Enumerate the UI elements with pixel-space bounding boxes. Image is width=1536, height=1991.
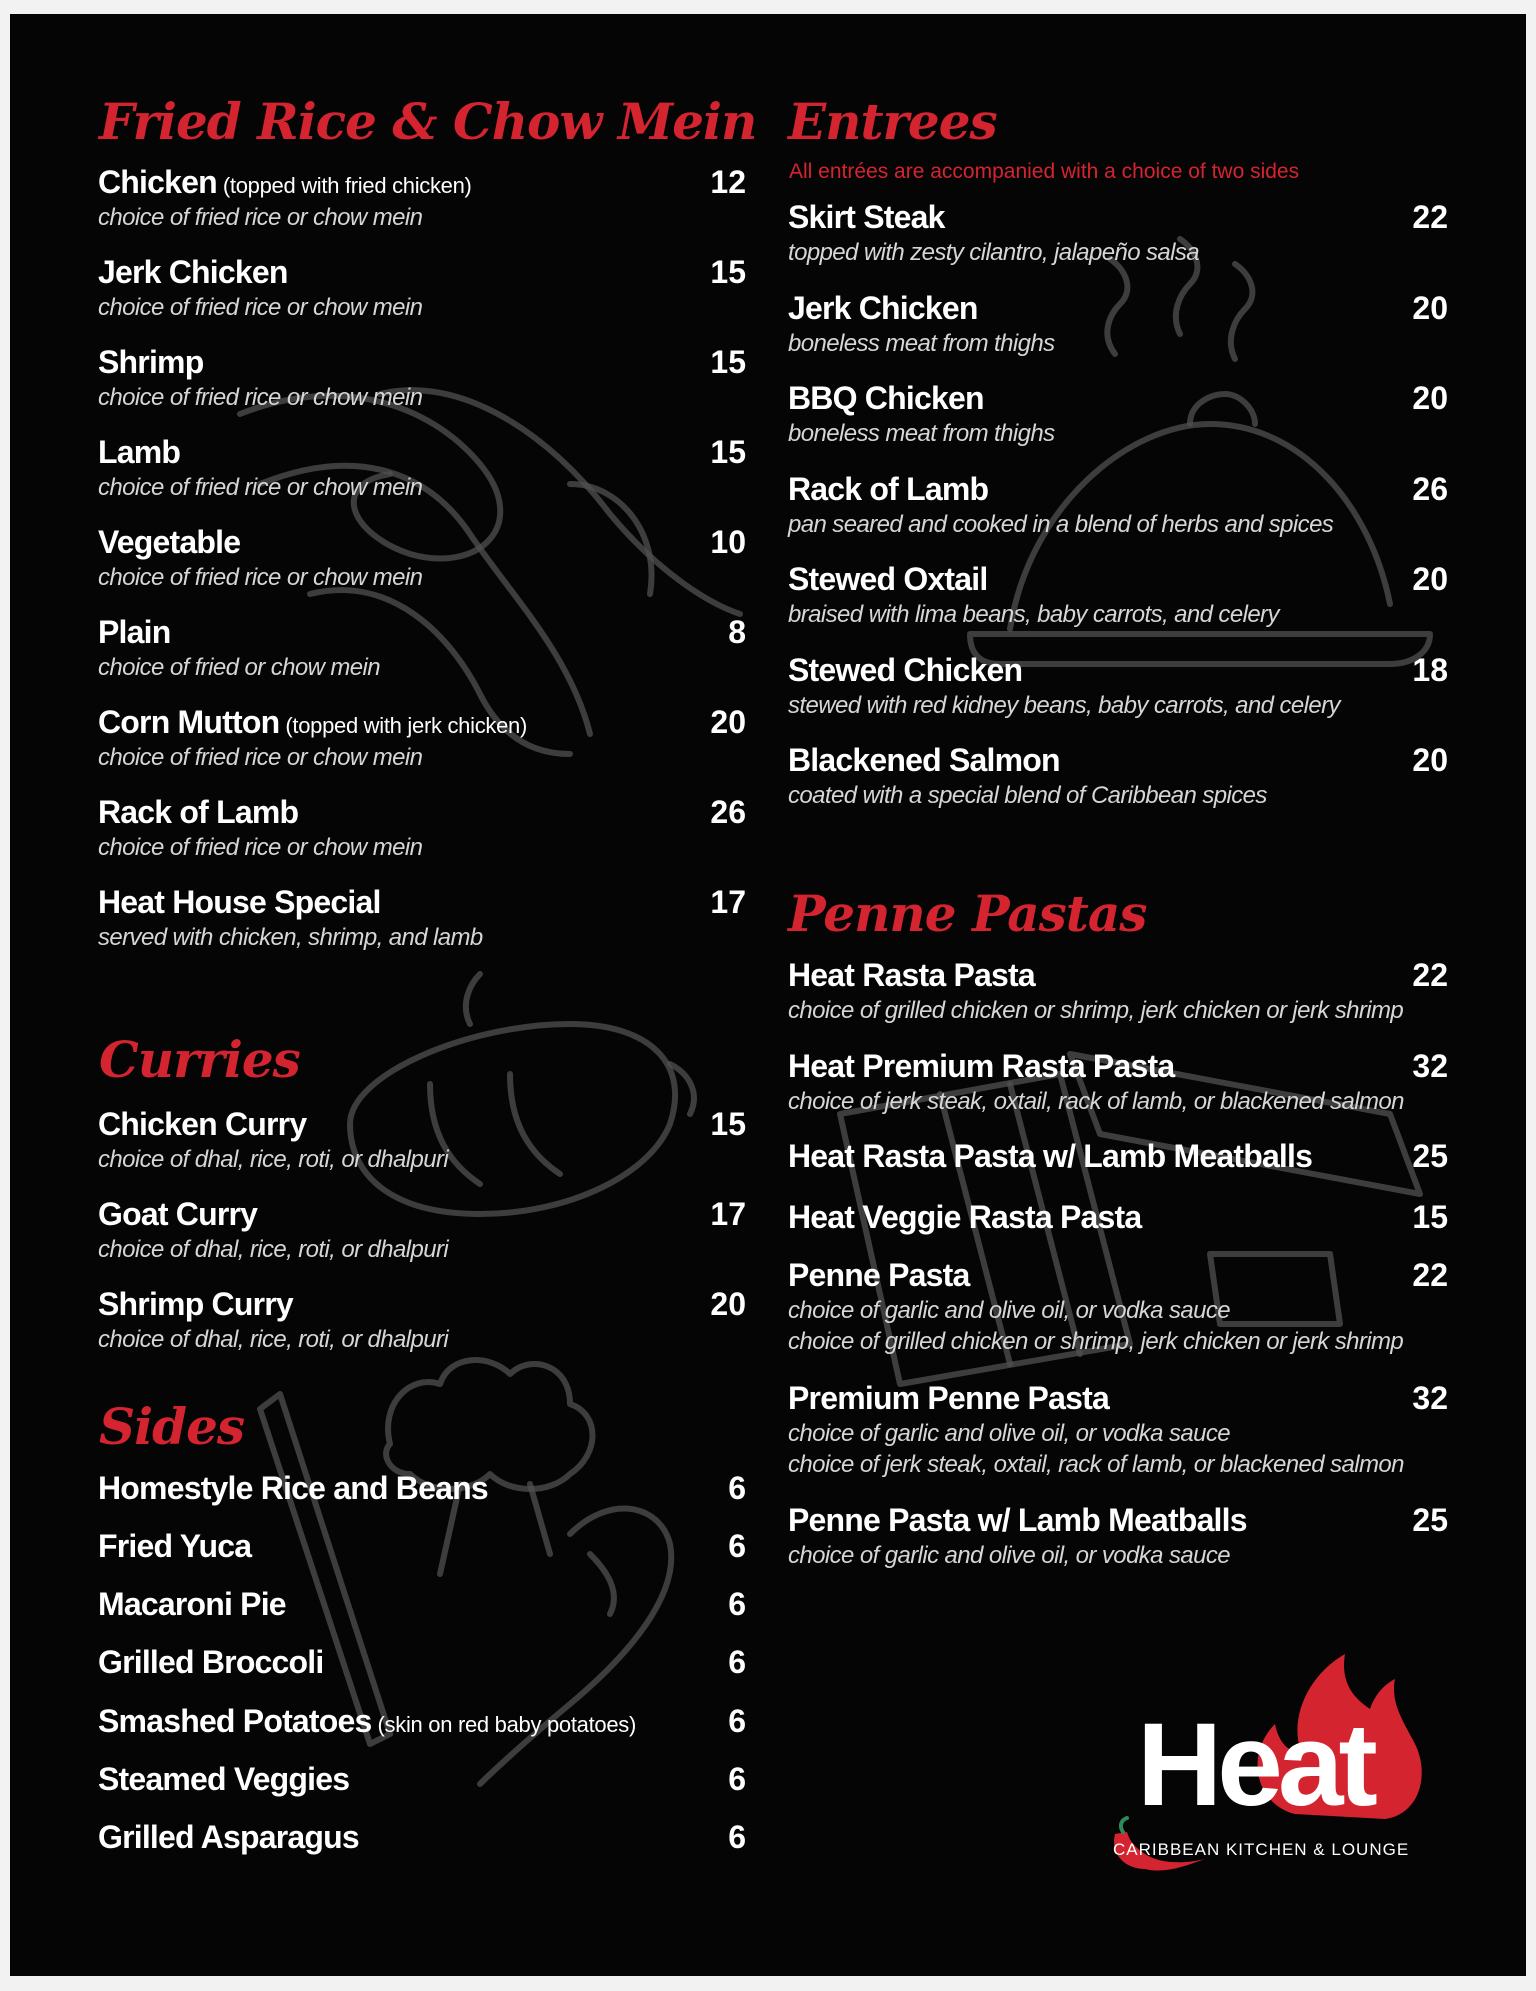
menu-item-jerk-chicken	[788, 290, 1448, 359]
item-description: choice of fried rice or chow mein	[98, 564, 423, 591]
menu-item-premium-penne-pasta	[788, 1380, 1448, 1480]
item-price: 15	[710, 344, 746, 380]
menu-item-blackened-salmon	[788, 742, 1448, 811]
item-price: 15	[710, 254, 746, 290]
section-title-curries: Curries	[99, 1030, 300, 1089]
menu-item-vegetable	[98, 524, 746, 593]
item-description: choice of garlic and olive oil, or vodka sauce	[788, 1542, 1230, 1569]
menu-item-row	[98, 344, 746, 380]
item-description: choice of fried rice or chow mein	[98, 384, 423, 411]
item-price: 15	[710, 434, 746, 470]
item-name: Skirt Steak	[788, 199, 945, 235]
item-price: 32	[1412, 1380, 1448, 1416]
menu-item-row	[98, 704, 746, 740]
menu-item-row	[98, 164, 746, 200]
item-price: 20	[1412, 290, 1448, 326]
item-name: Stewed Oxtail	[788, 561, 988, 597]
item-price: 6	[728, 1819, 746, 1855]
menu-item-row	[98, 614, 746, 650]
item-note: (topped with fried chicken)	[222, 173, 472, 198]
menu-item-plain	[98, 614, 746, 683]
menu-item-heat-veggie-rasta-pasta	[788, 1199, 1448, 1235]
menu-item-row	[788, 1380, 1448, 1416]
menu-item-heat-rasta-pasta	[788, 957, 1448, 1026]
item-price: 15	[1412, 1199, 1448, 1235]
item-price: 26	[1412, 471, 1448, 507]
menu-item-row	[788, 1048, 1448, 1084]
menu-item-row	[98, 1586, 746, 1622]
logo-wordmark: Heat	[1137, 1699, 1373, 1831]
item-name: Lamb	[98, 434, 181, 470]
menu-item-goat-curry	[98, 1196, 746, 1265]
item-description: braised with lima beans, baby carrots, and celery	[788, 601, 1279, 628]
menu-item-heat-premium-rasta-pasta	[788, 1048, 1448, 1117]
menu-item-row	[788, 471, 1448, 507]
menu-item-stewed-oxtail	[788, 561, 1448, 630]
item-name: Heat House Special	[98, 884, 381, 920]
menu-item-macaroni-pie	[98, 1586, 746, 1622]
item-description: choice of jerk steak, oxtail, rack of lamb, or blackened salmon	[788, 1088, 1404, 1115]
item-description: topped with zesty cilantro, jalapeño salsa	[788, 239, 1200, 266]
item-price: 8	[728, 614, 746, 650]
menu-item-row	[98, 1470, 746, 1506]
menu-item-row	[98, 254, 746, 290]
item-description: choice of garlic and olive oil, or vodka sauce	[788, 1297, 1230, 1324]
item-price: 15	[710, 1106, 746, 1142]
item-price: 12	[710, 164, 746, 200]
menu-item-row	[98, 1196, 746, 1232]
item-name: Chicken	[98, 164, 217, 200]
item-name: Plain	[98, 614, 171, 650]
item-description: choice of dhal, rice, roti, or dhalpuri	[98, 1236, 449, 1263]
item-name: Jerk Chicken	[788, 290, 978, 326]
item-name: Goat Curry	[98, 1196, 258, 1232]
menu-item-row	[788, 199, 1448, 235]
item-name: Jerk Chicken	[98, 254, 288, 290]
item-price: 20	[710, 704, 746, 740]
item-name: Chicken Curry	[98, 1106, 307, 1142]
item-price: 6	[728, 1703, 746, 1739]
menu-item-row	[98, 434, 746, 470]
menu-item-heat-rasta-pasta-w-lamb-meatballs	[788, 1138, 1448, 1174]
item-name: Premium Penne Pasta	[788, 1380, 1109, 1416]
item-name: Heat Rasta Pasta	[788, 957, 1035, 993]
item-description: pan seared and cooked in a blend of herbs and spices	[788, 511, 1334, 538]
item-price: 20	[1412, 742, 1448, 778]
item-price: 6	[728, 1528, 746, 1564]
menu-item-row	[788, 290, 1448, 326]
menu-item-shrimp-curry	[98, 1286, 746, 1355]
menu-sheet	[10, 14, 1526, 1976]
menu-item-smashed-potatoes	[98, 1703, 746, 1739]
menu-item-row	[788, 1199, 1448, 1235]
item-name: Penne Pasta	[788, 1257, 970, 1293]
menu-item-corn-mutton	[98, 704, 746, 773]
item-price: 20	[1412, 380, 1448, 416]
menu-item-penne-pasta-w-lamb-meatballs	[788, 1502, 1448, 1571]
menu-item-row	[98, 1761, 746, 1797]
bowl-doodle	[350, 974, 694, 1214]
menu-item-row	[98, 1528, 746, 1564]
menu-item-rack-of-lamb	[788, 471, 1448, 540]
item-price: 17	[710, 1196, 746, 1232]
menu-item-skirt-steak	[788, 199, 1448, 268]
menu-item-row	[98, 1286, 746, 1322]
item-price: 10	[710, 524, 746, 560]
item-price: 17	[710, 884, 746, 920]
item-description: choice of fried rice or chow mein	[98, 294, 423, 321]
item-description: choice of fried rice or chow mein	[98, 834, 423, 861]
entrees-subtitle: All entrées are accompanied with a choice of two sides	[789, 160, 1300, 183]
item-description: choice of grilled chicken or shrimp, jerk chicken or jerk shrimp	[788, 997, 1404, 1024]
menu-item-rack-of-lamb	[98, 794, 746, 863]
menu-item-row	[98, 1819, 746, 1855]
item-description: coated with a special blend of Caribbean spices	[788, 782, 1267, 809]
menu-item-row	[788, 957, 1448, 993]
item-price: 25	[1412, 1138, 1448, 1174]
menu-item-steamed-veggies	[98, 1761, 746, 1797]
item-price: 22	[1412, 957, 1448, 993]
item-price: 6	[728, 1761, 746, 1797]
item-name: Shrimp	[98, 344, 204, 380]
item-name: Fried Yuca	[98, 1528, 252, 1564]
menu-item-heat-house-special	[98, 884, 746, 953]
item-name: Blackened Salmon	[788, 742, 1060, 778]
menu-item-shrimp	[98, 344, 746, 413]
menu-item-row	[788, 1502, 1448, 1538]
item-name: Corn Mutton	[98, 704, 280, 740]
item-price: 20	[710, 1286, 746, 1322]
item-description: boneless meat from thighs	[788, 420, 1055, 447]
menu-item-row	[788, 1138, 1448, 1174]
menu-item-bbq-chicken	[788, 380, 1448, 449]
item-name: Rack of Lamb	[788, 471, 989, 507]
item-price: 18	[1412, 652, 1448, 688]
item-price: 20	[1412, 561, 1448, 597]
menu-item-chicken-curry	[98, 1106, 746, 1175]
section-title-penne-pastas: Penne Pastas	[788, 884, 1147, 943]
item-price: 6	[728, 1470, 746, 1506]
item-description: choice of dhal, rice, roti, or dhalpuri	[98, 1326, 449, 1353]
item-name: Penne Pasta w/ Lamb Meatballs	[788, 1502, 1247, 1538]
item-name: Vegetable	[98, 524, 241, 560]
menu-item-row	[788, 652, 1448, 688]
item-price: 22	[1412, 1257, 1448, 1293]
item-description: served with chicken, shrimp, and lamb	[98, 924, 483, 951]
menu-item-row	[98, 1106, 746, 1142]
section-title-entrees: Entrees	[788, 92, 997, 151]
menu-item-fried-yuca	[98, 1528, 746, 1564]
item-price: 6	[728, 1586, 746, 1622]
item-price: 6	[728, 1644, 746, 1680]
item-price: 26	[710, 794, 746, 830]
item-name: Heat Rasta Pasta w/ Lamb Meatballs	[788, 1138, 1313, 1174]
menu-item-stewed-chicken	[788, 652, 1448, 721]
section-title-fried-rice-chow-mein: Fried Rice & Chow Mein	[99, 92, 757, 151]
item-description: choice of fried or chow mein	[98, 654, 381, 681]
item-description: choice of fried rice or chow mein	[98, 744, 423, 771]
item-name: Grilled Asparagus	[98, 1819, 359, 1855]
item-name: BBQ Chicken	[788, 380, 984, 416]
item-note: (skin on red baby potatoes)	[377, 1712, 637, 1737]
menu-item-row	[98, 1703, 746, 1739]
menu-item-row	[788, 561, 1448, 597]
menu-item-row	[788, 742, 1448, 778]
item-name: Steamed Veggies	[98, 1761, 350, 1797]
item-note: (topped with jerk chicken)	[285, 713, 528, 738]
menu-item-row	[788, 380, 1448, 416]
menu-item-row	[98, 524, 746, 560]
item-description: choice of garlic and olive oil, or vodka sauce	[788, 1420, 1230, 1447]
heat-logo	[1105, 1654, 1435, 1884]
item-price: 22	[1412, 199, 1448, 235]
menu-item-row	[98, 794, 746, 830]
menu-item-grilled-asparagus	[98, 1819, 746, 1855]
menu-item-grilled-broccoli	[98, 1644, 746, 1680]
item-price: 32	[1412, 1048, 1448, 1084]
menu-item-homestyle-rice-and-beans	[98, 1470, 746, 1506]
menu-item-lamb	[98, 434, 746, 503]
logo-tagline: CARIBBEAN KITCHEN & LOUNGE	[1113, 1840, 1410, 1859]
item-name: Smashed Potatoes	[98, 1703, 372, 1739]
item-description: stewed with red kidney beans, baby carrots, and celery	[788, 692, 1340, 719]
item-name: Grilled Broccoli	[98, 1644, 324, 1680]
item-description: choice of fried rice or chow mein	[98, 474, 423, 501]
menu-item-row	[98, 1644, 746, 1680]
item-description: choice of dhal, rice, roti, or dhalpuri	[98, 1146, 449, 1173]
item-name: Shrimp Curry	[98, 1286, 293, 1322]
menu-item-row	[98, 884, 746, 920]
section-title-sides: Sides	[99, 1397, 245, 1456]
item-name: Heat Veggie Rasta Pasta	[788, 1199, 1142, 1235]
menu-item-row	[788, 1257, 1448, 1293]
item-description: choice of fried rice or chow mein	[98, 204, 423, 231]
menu-item-jerk-chicken	[98, 254, 746, 323]
item-name: Homestyle Rice and Beans	[98, 1470, 488, 1506]
item-name: Macaroni Pie	[98, 1586, 286, 1622]
item-description: choice of jerk steak, oxtail, rack of lamb, or blackened salmon	[788, 1451, 1404, 1478]
menu-item-chicken	[98, 164, 746, 233]
item-name: Stewed Chicken	[788, 652, 1023, 688]
item-price: 25	[1412, 1502, 1448, 1538]
menu-item-penne-pasta	[788, 1257, 1448, 1357]
item-description: boneless meat from thighs	[788, 330, 1055, 357]
item-description: choice of grilled chicken or shrimp, jerk chicken or jerk shrimp	[788, 1328, 1404, 1355]
item-name: Heat Premium Rasta Pasta	[788, 1048, 1175, 1084]
item-name: Rack of Lamb	[98, 794, 299, 830]
